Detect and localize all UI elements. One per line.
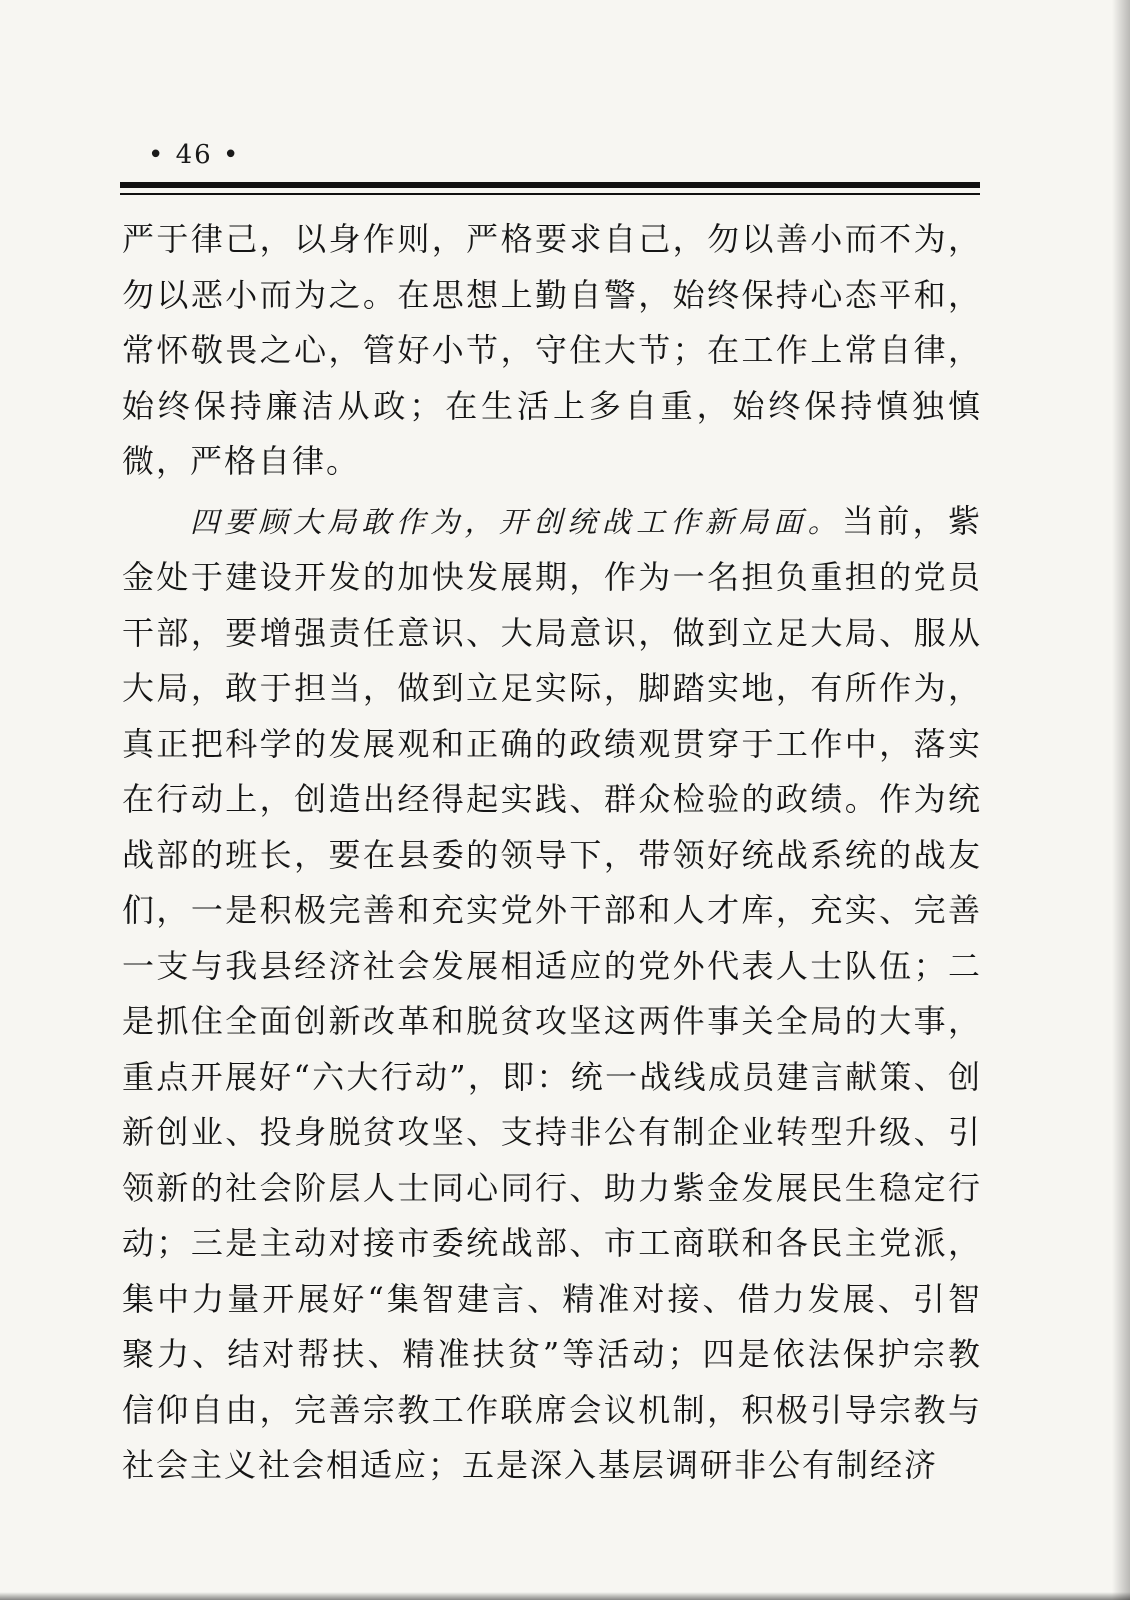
body-text (122, 212, 982, 1494)
paragraph-1 (122, 212, 982, 490)
scan-bottom-shadow (0, 1592, 1130, 1600)
paragraph-2-lead: 四要顾大局敢作为，开创统战工作新局面。 (190, 504, 843, 539)
scan-edge-shadow (1112, 0, 1130, 1600)
paragraph-2-text: 当前，紫金处于建设开发的加快发展期，作为一名担负重担的党员干部，要增强责任意识、大局意识，做到立足大局、服从大局，敢于担当，做到立足实际，脚踏实地，有所作为，真正把科学的发展观和正确的政绩观贯穿于工作中，落实在行动上，创造出经得起实践、群众检验的政绩。作为统战部的班长，要在县委的领导下，带领好统战系统的战友们，一是积极完善和充实党外干部和人才库，充实、完善一支与我县经济社会发展相适应的党外代表人士队伍；二是抓住全面创新改革和脱贫攻坚这两件事关全局的大事，重点开展好“六大行动”，即：统一战线成员建言献策、创新创业、投身脱贫攻坚、支持非公有制企业转型升级、引领新的社会阶层人士同心同行、助力紫金发展民生稳定行动；三是主动对接市委统战部、市工商联和各民主党派，集中力量开展好“集智建言、精准对接、借力发展、引智聚力、结对帮扶、精准扶贫”等活动；四是依法保护宗教信仰自由，完善宗教工作联席会议机制，积极引导宗教与社会主义社会相适应；五是深入基层调研非公有制经济 (122, 501, 982, 1484)
paragraph-1-text: 严于律己，以身作则，严格要求自己，勿以善小而不为，勿以恶小而为之。在思想上勤自警，始终保持心态平和，常怀敬畏之心，管好小节，守住大节；在工作上常自律，始终保持廉洁从政；在生活上多自重，始终保持慎独慎微，严格自律。 (122, 220, 982, 480)
paragraph-2 (122, 494, 982, 1494)
page-number: • 46 • (148, 140, 241, 170)
header-rule-thin (120, 193, 980, 195)
header-rule-thick (120, 182, 980, 188)
